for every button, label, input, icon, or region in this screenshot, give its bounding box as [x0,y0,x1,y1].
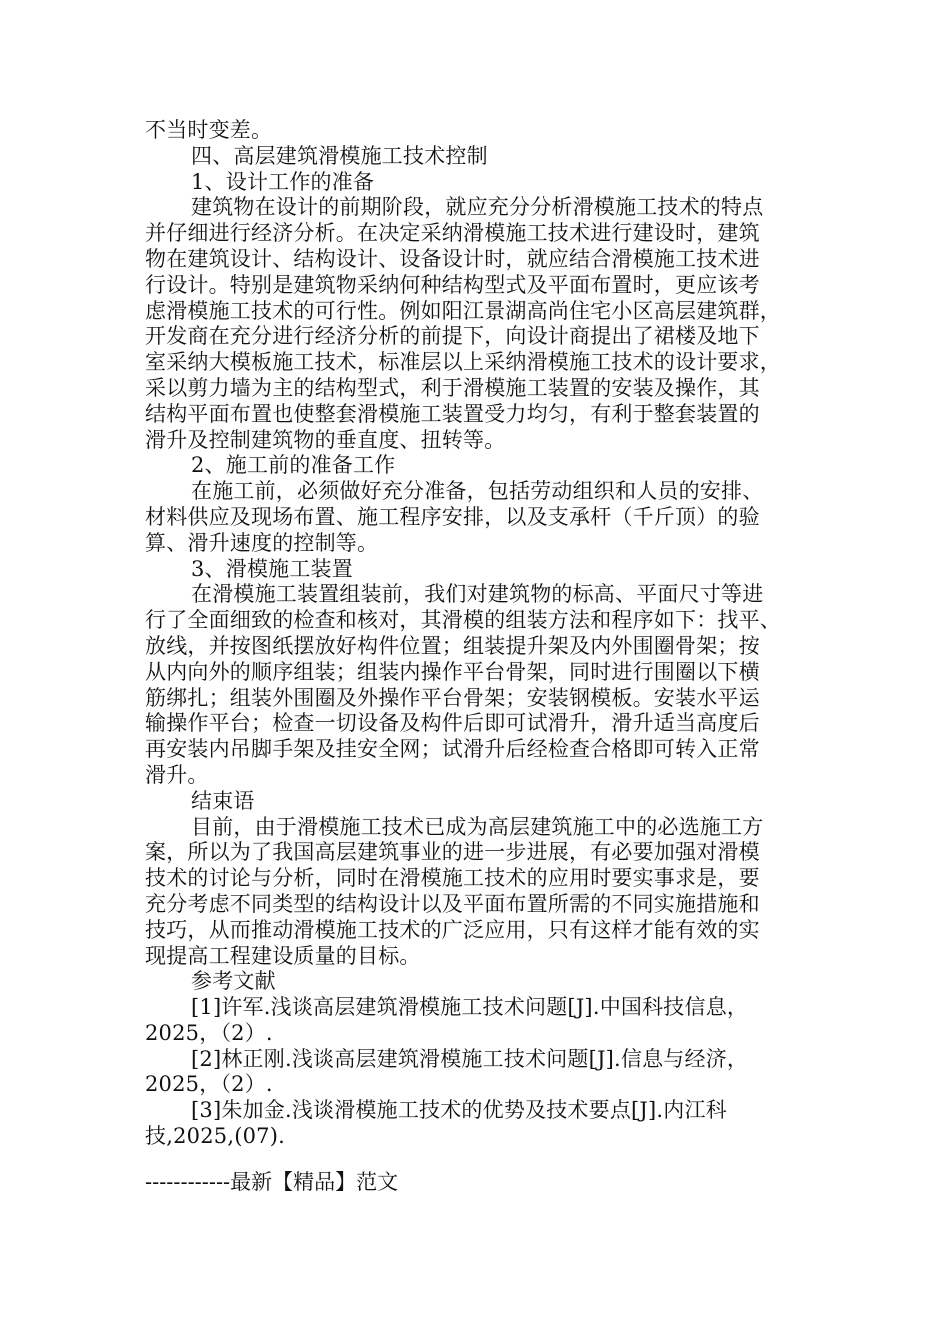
text-line: 行了全面细致的检查和核对，其滑模的组装方法和程序如下：找平、 [145,608,781,633]
text-line: 不当时变差。 [145,118,273,142]
text-line: 采以剪力墙为主的结构型式，利于滑模施工装置的安装及操作，其 [145,375,760,400]
text-line: 3、滑模施工装置 [191,556,353,581]
text-line: 再安装内吊脚手架及挂安全网；试滑升后经检查合格即可转入正常 [145,737,760,762]
text-line: 四、高层建筑滑模施工技术控制 [191,143,488,168]
text-line: 材料供应及现场布置、施工程序安排，以及支承杆（千斤顶）的验 [145,504,760,529]
text-line: 2、施工前的准备工作 [191,453,396,478]
text-line: 结构平面布置也使整套滑模施工装置受力均匀，有利于整套装置的 [145,401,760,426]
document-body [145,118,805,1150]
text-line: 开发商在充分进行经济分析的前提下，向设计商提出了裙楼及地下 [145,324,760,349]
text-line: 技,2025,(07). [145,1124,285,1149]
text-line: 参考文献 [191,969,276,994]
text-line: [2]林正刚.浅谈高层建筑滑模施工技术问题[J].信息与经济， [191,1046,749,1071]
text-line: 输操作平台；检查一切设备及构件后即可试滑升，滑升适当高度后 [145,711,760,736]
text-line: 虑滑模施工技术的可行性。例如阳江景湖高尚住宅小区高层建筑群， [145,298,781,323]
text-line: 从内向外的顺序组装；组装内操作平台骨架，同时进行围圈以下横 [145,659,760,684]
text-line: 行设计。特别是建筑物采纳何种结构型式及平面布置时，更应该考 [145,272,760,297]
text-line: 算、滑升速度的控制等。 [145,530,379,555]
text-line: 滑升及控制建筑物的垂直度、扭转等。 [145,427,506,452]
text-line: 2025，（2）. [145,1020,273,1045]
text-line: 现提高工程建设质量的目标。 [145,943,421,968]
text-line: 筋绑扎；组装外围圈及外操作平台骨架；安装钢模板。安装水平运 [145,685,760,710]
text-line: 案，所以为了我国高层建筑事业的进一步进展，有必要加强对滑模 [145,840,760,865]
text-line: 并仔细进行经济分析。在决定采纳滑模施工技术进行建设时，建筑 [145,221,760,246]
text-line: 技术的讨论与分析，同时在滑模施工技术的应用时要实事求是，要 [145,866,760,891]
text-line: 目前，由于滑模施工技术已成为高层建筑施工中的必选施工方 [191,814,764,839]
text-line: 建筑物在设计的前期阶段，就应充分分析滑模施工技术的特点 [191,195,764,220]
text-line: 1、设计工作的准备 [191,169,375,194]
text-line: 在滑模施工装置组装前，我们对建筑物的标高、平面尺寸等进 [191,582,764,607]
text-line: 在施工前，必须做好充分准备，包括劳动组织和人员的安排、 [191,479,764,504]
text-line: 技巧，从而推动滑模施工技术的广泛应用，只有这样才能有效的实 [145,917,760,942]
text-line: 放线，并按图纸摆放好构件位置；组装提升架及内外围圈骨架；按 [145,633,760,658]
text-line: [3]朱加金.浅谈滑模施工技术的优势及技术要点[J].内江科 [191,1098,727,1123]
text-line: 充分考虑不同类型的结构设计以及平面布置所需的不同实施措施和 [145,891,760,916]
page-footer: ------------最新【精品】范文 [145,1170,399,1194]
text-line: [1]许军.浅谈高层建筑滑模施工技术问题[J].中国科技信息， [191,995,749,1020]
text-line: 滑升。 [145,762,209,787]
text-line: 2025，（2）. [145,1072,273,1097]
text-line: 结束语 [191,788,255,813]
text-line: 物在建筑设计、结构设计、设备设计时，就应结合滑模施工技术进 [145,246,760,271]
text-line: 室采纳大模板施工技术，标准层以上采纳滑模施工技术的设计要求， [145,350,781,375]
